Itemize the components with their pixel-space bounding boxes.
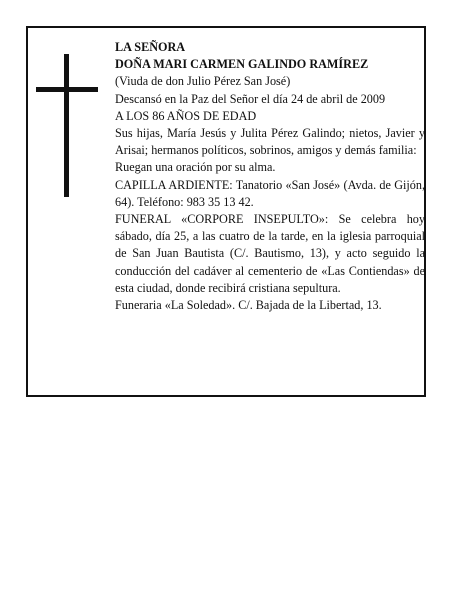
cross-icon xyxy=(36,54,98,197)
age-line: A LOS 86 AÑOS DE EDAD xyxy=(115,108,257,123)
chapel-info: CAPILLA ARDIENTE: Tanatorio «San José» (Avda. de Gijón, 64). Teléfono: 983 35 13 42. xyxy=(115,177,425,209)
notice-title: LA SEÑORA xyxy=(115,40,186,54)
obituary-text xyxy=(115,39,425,314)
prayer-request: Ruegan una oración por su alma. xyxy=(115,160,276,175)
funeral-home-info: Funeraria «La Soledad». C/. Bajada de la Libertad, 13. xyxy=(115,298,382,313)
widow-note: (Viuda de don Julio Pérez San José) xyxy=(115,74,291,89)
cross-horizontal-bar xyxy=(36,87,98,92)
deceased-name: DOÑA MARI CARMEN GALINDO RAMÍREZ xyxy=(115,57,369,72)
cross-vertical-bar xyxy=(64,54,69,197)
funeral-info: FUNERAL «CORPORE INSEPULTO»: Se celebra hoy sábado, día 25, a las cuatro de la tarde, en la iglesia parroquial de San Juan Bautista (C/. Bautismo, 13), y acto seguido la conducción del cadáver al cementerio de «Las Contiendas» de esta ciudad, donde recibirá cristiana sepultura. xyxy=(115,212,425,295)
family-list: Sus hijas, María Jesús y Julita Pérez Galindo; nietos, Javier y Arisai; hermanos políticos, sobrinos, amigos y demás familia: xyxy=(115,126,425,158)
death-date: Descansó en la Paz del Señor el día 24 de abril de 2009 xyxy=(115,91,386,106)
